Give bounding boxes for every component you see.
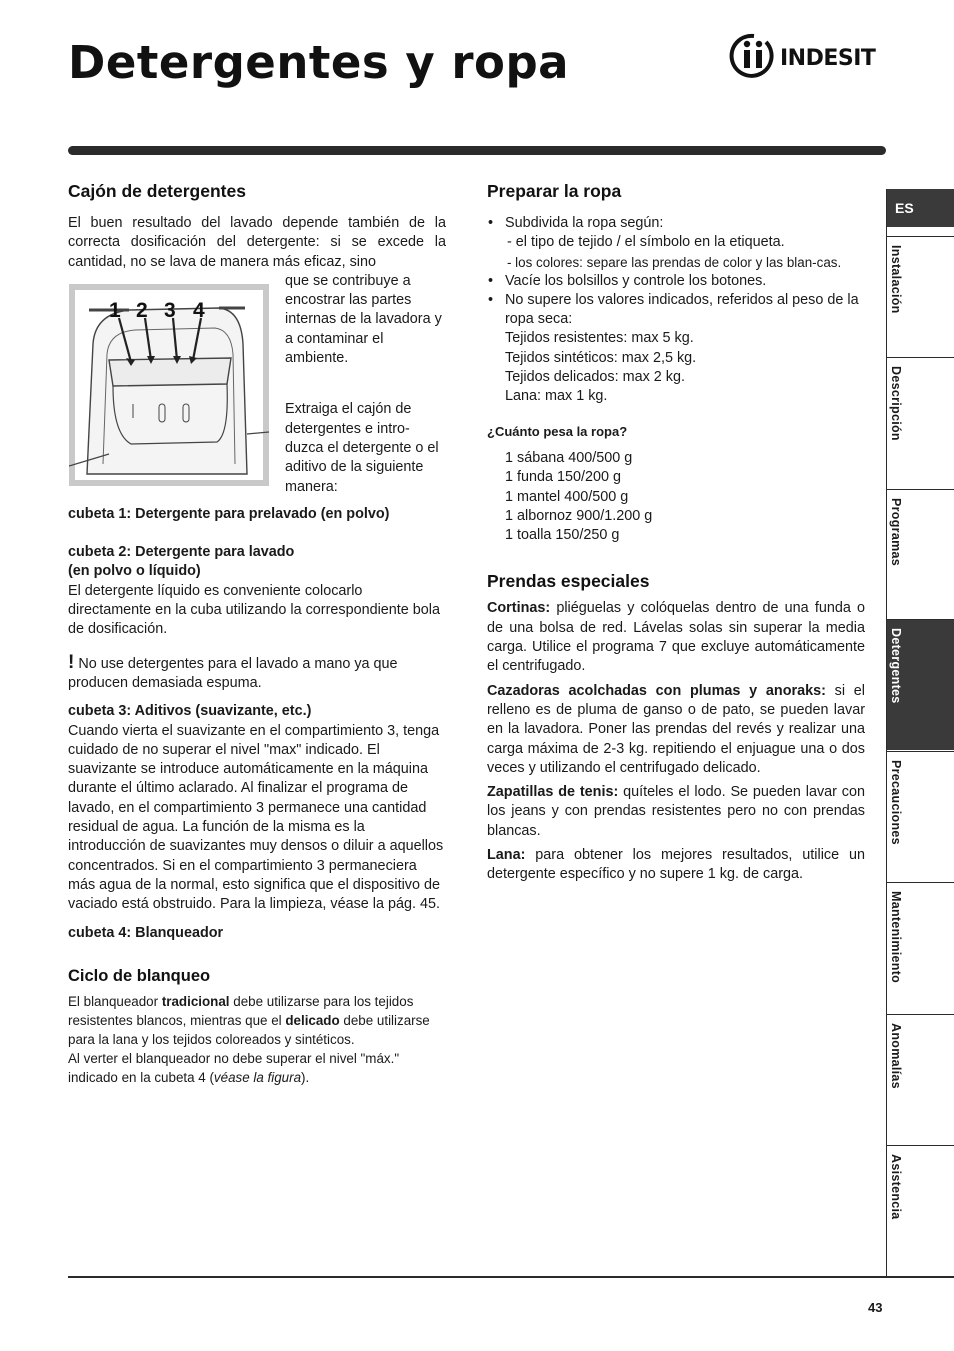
section-title-prendas: Prendas especiales: [487, 571, 650, 592]
warning-note: [68, 653, 446, 694]
tab-detergentes[interactable]: Detergentes: [887, 619, 954, 750]
section-title-ciclo: Ciclo de blanqueo: [68, 966, 211, 985]
cubeta-1-label: cubeta 1: Detergente para prelavado (en polvo): [68, 505, 390, 522]
page-number: 43: [868, 1300, 883, 1315]
title-rule: [68, 146, 886, 155]
list-item: • Subdivida la ropa según: - el tipo de tejido / el símbolo en la etiqueta. - los colores: separe las prendas de color y las blan-cas.: [487, 214, 865, 272]
zapatillas-paragraph: Zapatillas de tenis: quíteles el lodo. Se pueden lavar con los jeans y con prendas resistentes pero no con prendas blancas.: [487, 784, 865, 839]
list-item: • Vacíe los bolsillos y controle los botones.: [487, 272, 865, 291]
cubeta-2-sublabel: (en polvo o líquido): [68, 563, 201, 580]
list-item: 1 sábana 400/500 g: [505, 449, 633, 466]
preparar-list: [487, 214, 865, 407]
list-item: 1 funda 150/200 g: [505, 469, 622, 486]
cubeta-3-text: Cuando vierta el suavizante en el compartimiento 3, tenga cuidado de no superar el nivel "max" indicado. El suavizante se introduce automáticamente en la máquina durante el último aclarado. Al finalizar el programa de lavado, en el compartimiento 3 permanece una cantidad residual de agua. La función de la misma es la introducción de suavizantes muy densos o diluir a aquellos concentrados. Si en el compartimiento 3 permaneciera más agua de la normal, esto significa que el dispositivo de vaciado está obstruido. Para la limpieza, véase la pág. 45.: [68, 722, 444, 913]
cubeta-4-label: cubeta 4: Blanqueador: [68, 924, 224, 941]
intro-continuation: que se contribuye a encostrar las partes internas de la lavadora y a contaminar el ambiente.: [285, 272, 442, 367]
weights-list: [487, 449, 865, 545]
warning-text: No use detergentes para el lavado a mano ya que producen demasiada espuma.: [68, 655, 398, 691]
cuanto-title: ¿Cuánto pesa la ropa?: [487, 423, 628, 439]
ciclo-paragraph: El blanqueador tradicional debe utilizarse para los tejidos resistentes blancos, mientras que el delicado debe utilizarse para la lana y los tejidos coloreados y sintéticos.: [68, 993, 430, 1047]
page-title: Detergentes y ropa: [68, 36, 570, 89]
detergent-drawer-figure: [69, 284, 269, 486]
intro-paragraph: El buen resultado del lavado depende también de la correcta dosificación del detergente: si se excede la cantidad, no se lava de manera más eficaz, sino: [68, 215, 446, 270]
tab-mantenimiento[interactable]: Mantenimiento: [887, 882, 954, 1013]
cubeta-2-text: El detergente líquido es conveniente colocarlo directamente en la cuba utilizando la correspondiente bola de dosificación.: [68, 582, 440, 638]
list-item: • No supere los valores indicados, referidos al peso de la ropa seca: Tejidos resistentes: max 5 kg. Tejidos sintéticos: max 2,5 kg. Tejidos delicados: max 2 kg. Lana: max 1 kg.: [487, 291, 865, 407]
intro-instructions: Extraiga el cajón de detergentes e intro-duzca el detergente o el aditivo de la siguiente manera:: [285, 401, 439, 495]
figure-label-3: 3: [164, 298, 176, 322]
ciclo-paragraph-2: Al verter el blanqueador no debe superar el nivel "máx." indicado en la cubeta 4 (véase la figura).: [68, 1050, 400, 1085]
list-item: 1 toalla 150/250 g: [505, 527, 620, 544]
figure-label-2: 2: [136, 298, 148, 322]
tab-programas[interactable]: Programas: [887, 489, 954, 620]
section-tabs: [886, 189, 954, 1278]
cazadoras-paragraph: Cazadoras acolchadas con plumas y anoraks: si el relleno es de pluma de ganso o de pato, se pueden lavar en la lavadora. Poner las prendas del revés y realizar una carga máxima de 2-3 kg. repitiendo el enjuague una o dos veces y utilizando el centrifugado delicado.: [487, 682, 866, 776]
left-column: [68, 180, 446, 1087]
tab-descripcion[interactable]: Descripción: [887, 357, 954, 488]
lana-paragraph: Lana: para obtener los mejores resultados, utilice un detergente específico y no supere 1 kg. de carga.: [487, 847, 865, 883]
tab-anomalias[interactable]: Anomalías: [887, 1014, 954, 1145]
tab-precauciones[interactable]: Precauciones: [887, 751, 954, 882]
brand-name: INDESIT: [780, 46, 876, 71]
language-tab[interactable]: ES: [887, 189, 954, 227]
list-item: 1 albornoz 900/1.200 g: [505, 507, 653, 524]
figure-label-1: 1: [109, 298, 121, 322]
tab-asistencia[interactable]: Asistencia: [887, 1145, 954, 1278]
tab-instalacion[interactable]: Instalación: [887, 236, 954, 367]
section-title-preparar: Preparar la ropa: [487, 181, 622, 201]
list-item: 1 mantel 400/500 g: [505, 488, 629, 505]
cortinas-paragraph: Cortinas: pliéguelas y colóquelas dentro de una funda o de una bolsa de red. Lávelas solas sin superar la media carga. Utilice el programa 7 que excluye automáticamente el centrifugado.: [487, 600, 865, 675]
section-title-cajon: Cajón de detergentes: [68, 181, 246, 201]
cubeta-2-label: cubeta 2: Detergente para lavado: [68, 544, 295, 561]
figure-label-4: 4: [193, 298, 205, 322]
bottom-rule: [68, 1276, 954, 1278]
warning-icon: !: [68, 651, 75, 673]
right-column: [487, 180, 865, 885]
indesit-logo: [724, 30, 889, 78]
cubeta-3-label: cubeta 3: Aditivos (suavizante, etc.): [68, 703, 312, 720]
